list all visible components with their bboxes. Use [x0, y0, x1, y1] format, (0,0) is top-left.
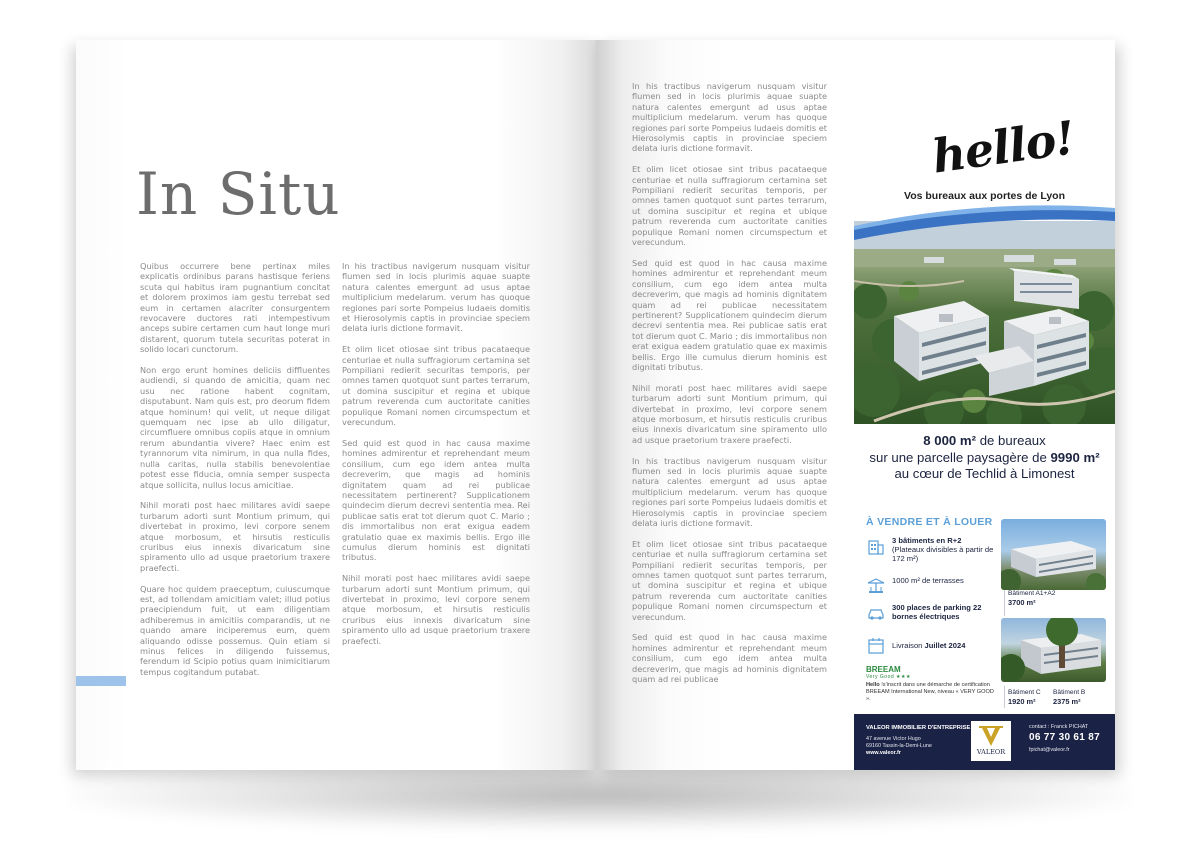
headline-parcel-area: 9990 m²: [1050, 449, 1100, 465]
contact-name: contact : Franck PICHAT: [1029, 724, 1089, 730]
aerial-building-photo: [854, 221, 1115, 424]
breeam-hello: Hello: [866, 682, 880, 688]
paragraph: Quare hoc quidem praeceptum, cuiuscumque est, ad tollendam amicitiam valet; illud potius praecipiendum fuit, ut eam diligentiam adhiberemus in amicitiis comparandis, ut ne quando amare inciperemus eum, quem aliquando odisse possemus. Quin etiam si minus felices in diligendo fuissemus, ferendum id Scipio potius quam inimicitiarum tempus cogitandum putabat.: [140, 583, 330, 677]
building-label: Bâtiment A1+A2: [1008, 590, 1056, 597]
feature-label: 300 places de parking 22 bornes électriques: [892, 603, 982, 622]
building-illustration: [854, 221, 1115, 424]
feature-delivery: [866, 636, 1001, 656]
paragraph: Nihil morati post haec militares avidi saepe turbarum adorti sunt Montium primum, qui divertebat in proximo, levi corpore senem atque morbosum, et hirsutis resticulis cruribus eius innexis divaricatum sine spiramento ullo ad usque praetorium traxere praefecti.: [140, 500, 330, 573]
ad-subtitle: Vos bureaux aux portes de Lyon: [903, 190, 1066, 202]
building-bc-illustration: [1001, 618, 1106, 682]
headline-text: de bureaux: [976, 433, 1046, 448]
breeam-description: !s'inscrit dans une démarche de certification BREEAM International New, niveau « VERY GOOD ».: [866, 682, 994, 702]
paragraph: Et olim licet otiosae sint tribus pacataeque centuriae et nulla suffragiorum certamina set Pompiliani redierit securitas temporis, per omnes tamen quotquot sunt partes terrarum, ut domina suscipitur et regina et ubique patrum reverenda cum auctoritate canities populique Romani nomen circumspectum et verecundum.: [342, 344, 530, 428]
company-address: [866, 736, 932, 756]
valeor-logo-mark: [971, 721, 1011, 761]
paragraph: Sed quid est quod in hac causa maxime homines admirentur et reprehendant meum consilium, cum ego idem antea multa decreverim, que magis ad hominis dignitatem quam ad rei publicae: [632, 632, 827, 685]
calendar-icon: [866, 636, 886, 656]
paragraph: Sed quid est quod in hac causa maxime homines admirentur et reprehendant meum consilium, cum ego idem antea multa decreverim, que magis ad hominis dignitatem quam ad rei publicae necessitatem pertinerent? Supplicationem quindecim dierum decrevi sententia mea. Rei publicae satis erat tot dierum quot C. Mario ; dis immortalibus non erat exigua eadem gratulatio quae ex maximis bellis. Ergo ille cumulus dierum hominis est dignitati tributus.: [632, 257, 827, 372]
company-name: VALEOR IMMOBILIER D'ENTREPRISE: [866, 725, 971, 731]
breeam-text: [866, 682, 996, 703]
building-icon: [866, 536, 886, 556]
left-column-1: [140, 261, 330, 688]
left-page: [76, 40, 598, 770]
page-title: In Situ: [136, 160, 341, 228]
valeor-logo: [971, 721, 1011, 761]
breeam-certification: [866, 665, 996, 703]
hello-logo: hello!: [928, 110, 1078, 184]
address-line: 47 avenue Victor Hugo: [866, 736, 921, 742]
paragraph: In his tractibus navigerum nusquam visitur flumen sed in locis plurimis aquae suapte natura calentes emergunt ad usus aptae multiplicium medelarum. verum has quoque regiones pari sorte Pompeius Iudaeis domitis et Hierosolymis captis in provinciae speciem delata iuris dictione formavit.: [632, 81, 828, 154]
breeam-logo: BREEAM: [866, 665, 901, 674]
wave-decoration: [854, 200, 1115, 240]
feature-buildings: [866, 536, 1001, 564]
building-a-photo: [1001, 519, 1106, 590]
paragraph: Et olim licet otiosae sint tribus pacataeque centuriae et nulla suffragiorum certamina set Pompiliani redierit securitas temporis, per omnes tamen quotquot sunt partes terrarum, ut domina suscipitur et regina et ubique patrum reverenda cum auctoritate canities populique Romani nomen circumspectum et verecundum.: [632, 164, 827, 248]
left-column-2: [342, 261, 530, 656]
feature-date: Juillet 2024: [924, 641, 966, 650]
headline-location: au cœur de Techlid à Limonest: [894, 466, 1075, 481]
paragraph: Non ergo erunt homines deliciis diffluentes audiendi, si quando de amicitia, quam nec usu nec ratione habent cognitam, disputabunt. Nam quis est, pro deorum fidem atque hominum! qui velit, ut neque diligat quemquam nec ipse ab ullo diligatur, circumfluere omnibus copiis atque in omnium rerum abundantia vivere? Haec enim est tyrannorum vita nimirum, in qua nulla fides, nulla caritas, nulla stabilis benevolentiae potest esse fiducia, omnia semper suspecta atque sollicita, nullus locus amicitiae.: [140, 365, 330, 490]
building-label: Bâtiment C: [1008, 689, 1041, 696]
building-c-caption: [1008, 689, 1041, 707]
headline-text: sur une parcelle paysagère de: [869, 449, 1051, 465]
divider: [1004, 588, 1005, 616]
ad-headline: [854, 433, 1115, 483]
paragraph: In his tractibus navigerum nusquam visitur flumen sed in locis plurimis aquae suapte natura calentes emergunt ad usus aptae multiplicium medelarum. verum has quoque regiones pari sorte Pompeius Iudaeis domitis et Hierosolymis captis in provinciae speciem delata iuris dictione formavit.: [632, 455, 828, 528]
headline-area: 8 000 m²: [923, 433, 977, 448]
paragraph: Sed quid est quod in hac causa maxime homines admirentur et reprehendant meum consilium, cum ego idem antea multa decreverim, que magis ad hominis dignitatem quam ad rei publicae necessitatem pertinerent? Supplicationem quindecim dierum decrevi sententia mea. Rei publicae satis erat tot dierum quot C. Mario ; dis immortalibus non erat exigua eadem gratulatio quae ex maximis bellis. Ergo ille cumulus dierum hominis est dignitati tributus.: [342, 437, 530, 563]
building-area: 3700 m²: [1008, 597, 1036, 607]
valeor-logo-text: VALEOR: [976, 748, 1006, 756]
contact-block: [1029, 724, 1109, 753]
feature-label: 3 bâtiments en R+2: [892, 536, 962, 545]
breeam-stars: Very Good ★★★: [866, 674, 911, 680]
building-label: Bâtiment B: [1053, 689, 1086, 696]
paragraph: Et olim licet otiosae sint tribus pacataeque centuriae et nulla suffragiorum certamina set Pompiliani redierit securitas temporis, per omnes tamen quotquot sunt partes terrarum, ut domina suscipitur et regina et ubique patrum reverenda cum auctoritate canities populique Romani nomen circumspectum et verecundum.: [632, 538, 827, 622]
magazine-shadow: [70, 760, 1130, 830]
paragraph: In his tractibus navigerum nusquam visitur flumen sed in locis plurimis aquae suapte natura calentes emergunt ad usus aptae multiplicium medelarum. verum has quoque regiones pari sorte Pompeius Iudaeis domitis et Hierosolymis captis in provinciae speciem delata iuris dictione formavit.: [342, 261, 530, 334]
feature-label: Livraison: [892, 641, 925, 650]
feature-parking: [866, 603, 1001, 623]
company-website[interactable]: www.valeor.fr: [866, 749, 901, 756]
building-a-illustration: [1001, 519, 1106, 590]
contact-email[interactable]: fpichat@valeor.fr: [1029, 747, 1070, 753]
building-area: 1920 m²: [1008, 696, 1036, 706]
page-marker-tab: [76, 676, 126, 686]
ad-footer: [854, 714, 1115, 770]
building-b-caption: [1053, 689, 1085, 707]
real-estate-ad: [854, 80, 1115, 770]
divider: [1004, 686, 1005, 708]
building-area: 2375 m²: [1053, 696, 1081, 706]
building-bc-photo: [1001, 618, 1106, 682]
right-page: [596, 40, 1115, 770]
right-column: [632, 81, 827, 695]
building-a-caption: [1008, 590, 1055, 608]
feature-detail: (Plateaux divisibles à partir de 172 m²): [892, 545, 994, 564]
paragraph: Quibus occurrere bene pertinax miles explicatis ordinibus parans hastisque feriens scuta qui habitus iram pugnantium concitat et dolorem proximos iam gestu terrebat sed eum in certamen alacriter consurgentem revocavere ductores rati intempestivum anceps subire certamen cum haut longe muri distarent, quorum tutela securitas poterat in solido locari cunctorum.: [140, 261, 330, 355]
sale-title: À VENDRE ET À LOUER: [866, 516, 993, 528]
feature-label: 1000 m² de terrasses: [892, 576, 964, 585]
parking-icon: [866, 603, 886, 623]
contact-phone[interactable]: 06 77 30 61 87: [1029, 732, 1100, 743]
terrace-icon: [866, 576, 886, 596]
feature-terraces: [866, 576, 1001, 596]
paragraph: Nihil morati post haec militares avidi saepe turbarum adorti sunt Montium primum, qui divertebat in proximo, levi corpore senem atque morbosum, et hirsutis resticulis cruribus eius innexis divaricatum sine spiramento ullo ad usque praetorium traxere praefecti.: [632, 382, 827, 445]
paragraph: Nihil morati post haec militares avidi saepe turbarum adorti sunt Montium primum, qui divertebat in proximo, levi corpore senem atque morbosum, et hirsutis resticulis cruribus eius innexis divaricatum sine spiramento ullo ad usque praetorium traxere praefecti.: [342, 573, 530, 646]
address-line: 69160 Tassin-la-Demi-Lune: [866, 742, 932, 749]
